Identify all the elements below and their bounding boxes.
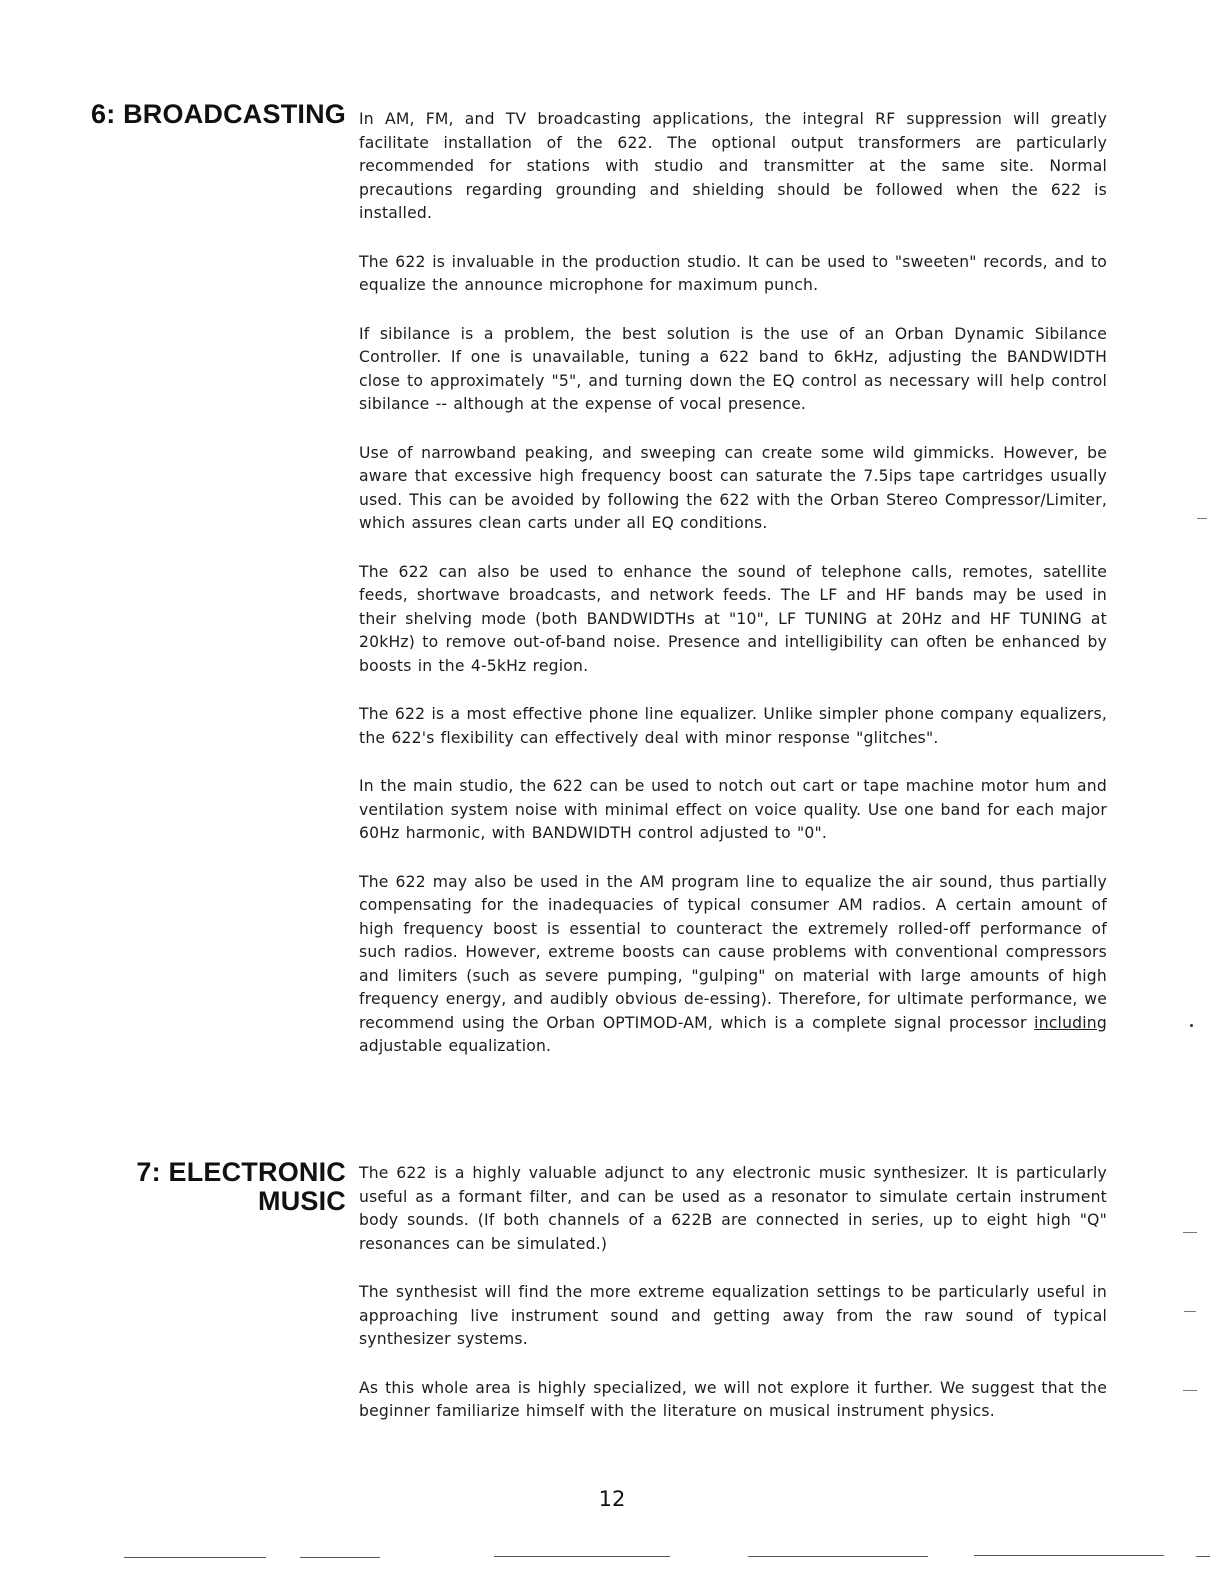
section-heading [60,1158,346,1216]
bottom-rule [494,1556,670,1557]
paragraph: The synthesist will find the more extreme equalization settings to be particularly useful in approaching live instrument sound and getting away from the raw sound of typical synthesizer systems. [359,1283,1107,1348]
section-heading [60,100,346,129]
margin-mark [1184,1311,1196,1312]
paragraph: The 622 is a highly valuable adjunct to any electronic music synthesizer. It is particularly useful as a formant filter, and can be used as a resonator to simulate certain instrument body sounds. (If both channels of a 622B are connected in series, up to eight high "Q" resonances can be simulated.) [359,1164,1107,1253]
paragraph-text: adjustable equalization. [359,1037,552,1055]
margin-dot [1190,1024,1193,1027]
paragraph-text: The 622 may also be used in the AM program line to equalize the air sound, thus partially compensating for the inadequacies of typical consumer AM radios. A certain amount of high frequency boost is essential to counteract the extremely rolled-off performance of such radios. However, extreme boosts can cause problems with conventional compressors and limiters (such as severe pumping, "gulping" on material with large amounts of high frequency energy, and audibly obvious de-essing). Therefore, for ultimate performance, we recommend using the Orban OPTIMOD-AM, which is a complete signal processor [359,872,1107,1032]
bottom-rule [300,1557,380,1558]
paragraph-am-program [359,871,1107,1059]
bottom-rule [1196,1556,1210,1557]
page-number: 12 [598,1487,626,1511]
underlined-word: including [1034,1013,1107,1032]
bottom-rule [748,1556,928,1557]
bottom-rule [974,1555,1164,1556]
paragraph: In AM, FM, and TV broadcasting applications, the integral RF suppression will greatly facilitate installation of the 622. The optional output transformers are particularly recommended for stations with studio and transmitter at the same site. Normal precautions regarding grounding and shielding should be followed when the 622 is installed. [359,110,1107,222]
section-body [359,108,1107,1084]
bottom-rule [124,1557,266,1558]
heading-line: MUSIC [258,1186,346,1216]
paragraph: Use of narrowband peaking, and sweeping can create some wild gimmicks. However, be aware that excessive high frequency boost can saturate the 7.5ips tape cartridges usually used. This can be avoided by following the 622 with the Orban Stereo Compressor/Limiter, which assures clean carts under all EQ conditions. [359,443,1107,532]
paragraph: The 622 can also be used to enhance the sound of telephone calls, remotes, satellite feeds, shortwave broadcasts, and network feeds. The LF and HF bands may be used in their shelving mode (both BANDWIDTHs at "10", LF TUNING at 20Hz and HF TUNING at 20kHz) to remove out-of-band noise. Presence and intelligibility can often be enhanced by boosts in the 4-5kHz region. [359,562,1107,675]
paragraph: As this whole area is highly specialized, we will not explore it further. We suggest that the beginner familiarize himself with the literature on musical instrument physics. [359,1378,1107,1420]
paragraph: The 622 is invaluable in the production studio. It can be used to "sweeten" records, and to equalize the announce microphone for maximum punch. [359,252,1107,294]
paragraph: If sibilance is a problem, the best solution is the use of an Orban Dynamic Sibilance Controller. If one is unavailable, tuning a 622 band to 6kHz, adjusting the BANDWIDTH close to approximately "5", and turning down the EQ control as necessary will help control sibilance -- although at the expense of vocal presence. [359,324,1107,413]
heading-line: 6: BROADCASTING [90,99,346,129]
margin-mark [1197,518,1207,519]
section-body [359,1162,1107,1449]
paragraph: In the main studio, the 622 can be used to notch out cart or tape machine motor hum and ventilation system noise with minimal effect on voice quality. Use one band for each major 60Hz harmonic, with BANDWIDTH control adjusted to "0". [359,777,1107,842]
margin-mark [1183,1232,1197,1233]
paragraph: The 622 is a most effective phone line equalizer. Unlike simpler phone company equalizers, the 622's flexibility can effectively deal with minor response "glitches". [359,705,1107,747]
heading-line: 7: ELECTRONIC [136,1157,346,1187]
margin-mark [1183,1390,1197,1391]
